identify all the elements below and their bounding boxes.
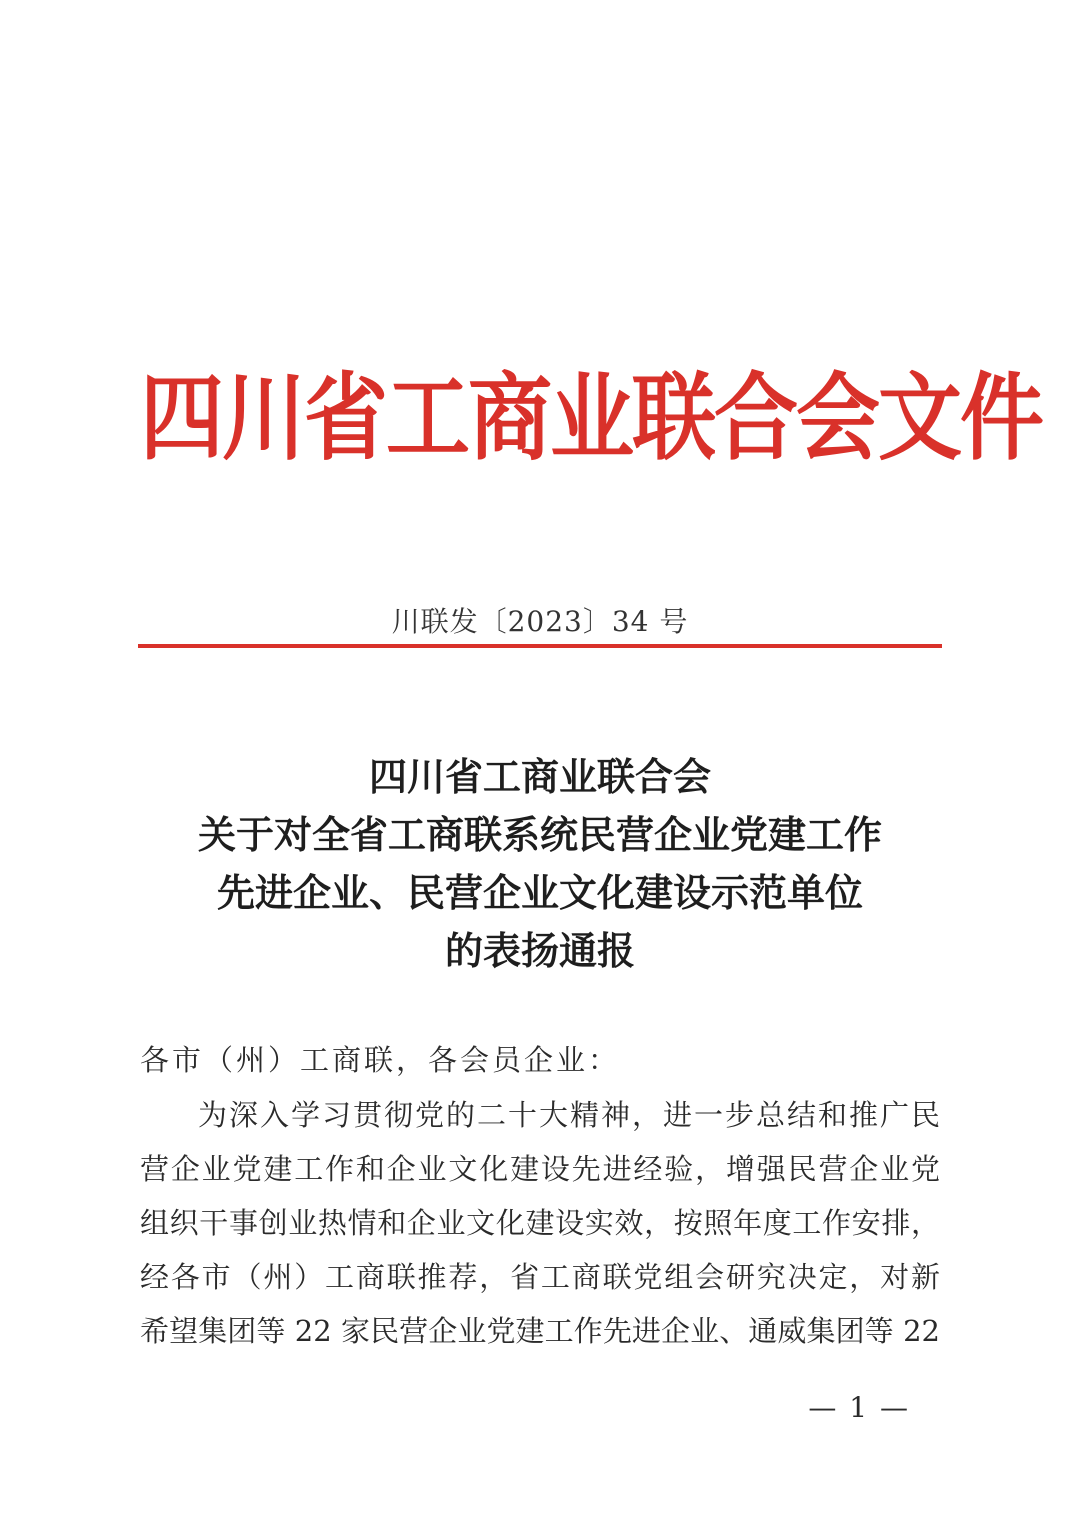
notice-title-line: 的表扬通报 [444, 928, 635, 973]
page-number: — 1 — [808, 1391, 910, 1424]
header-red-rule [138, 644, 942, 648]
body-line: 为深入学习贯彻党的二十大精神，进一步总结和推广民 [198, 1098, 940, 1132]
body-line: 希望集团等 22 家民营企业党建工作先进企业、通威集团等 22 [140, 1314, 940, 1348]
body-line: 组织干事创业热情和企业文化建设实效，按照年度工作安排， [140, 1206, 940, 1240]
body-line: 营企业党建工作和企业文化建设先进经验，增强民营企业党 [140, 1152, 940, 1186]
body-line: 经各市（州）工商联推荐，省工商联党组会研究决定，对新 [140, 1260, 940, 1294]
notice-title-line: 关于对全省工商联系统民营企业党建工作 [197, 812, 882, 857]
notice-title-line: 四川省工商业联合会 [368, 754, 711, 799]
document-header-title: 四川省工商业联合会文件 [140, 362, 1043, 473]
notice-title-line: 先进企业、民营企业文化建设示范单位 [216, 870, 863, 915]
document-number: 川联发〔2023〕34 号 [391, 605, 689, 638]
body-text [140, 1088, 940, 1358]
salutation: 各市（州）工商联，各会员企业： [140, 1043, 621, 1077]
notice-title [140, 748, 940, 980]
